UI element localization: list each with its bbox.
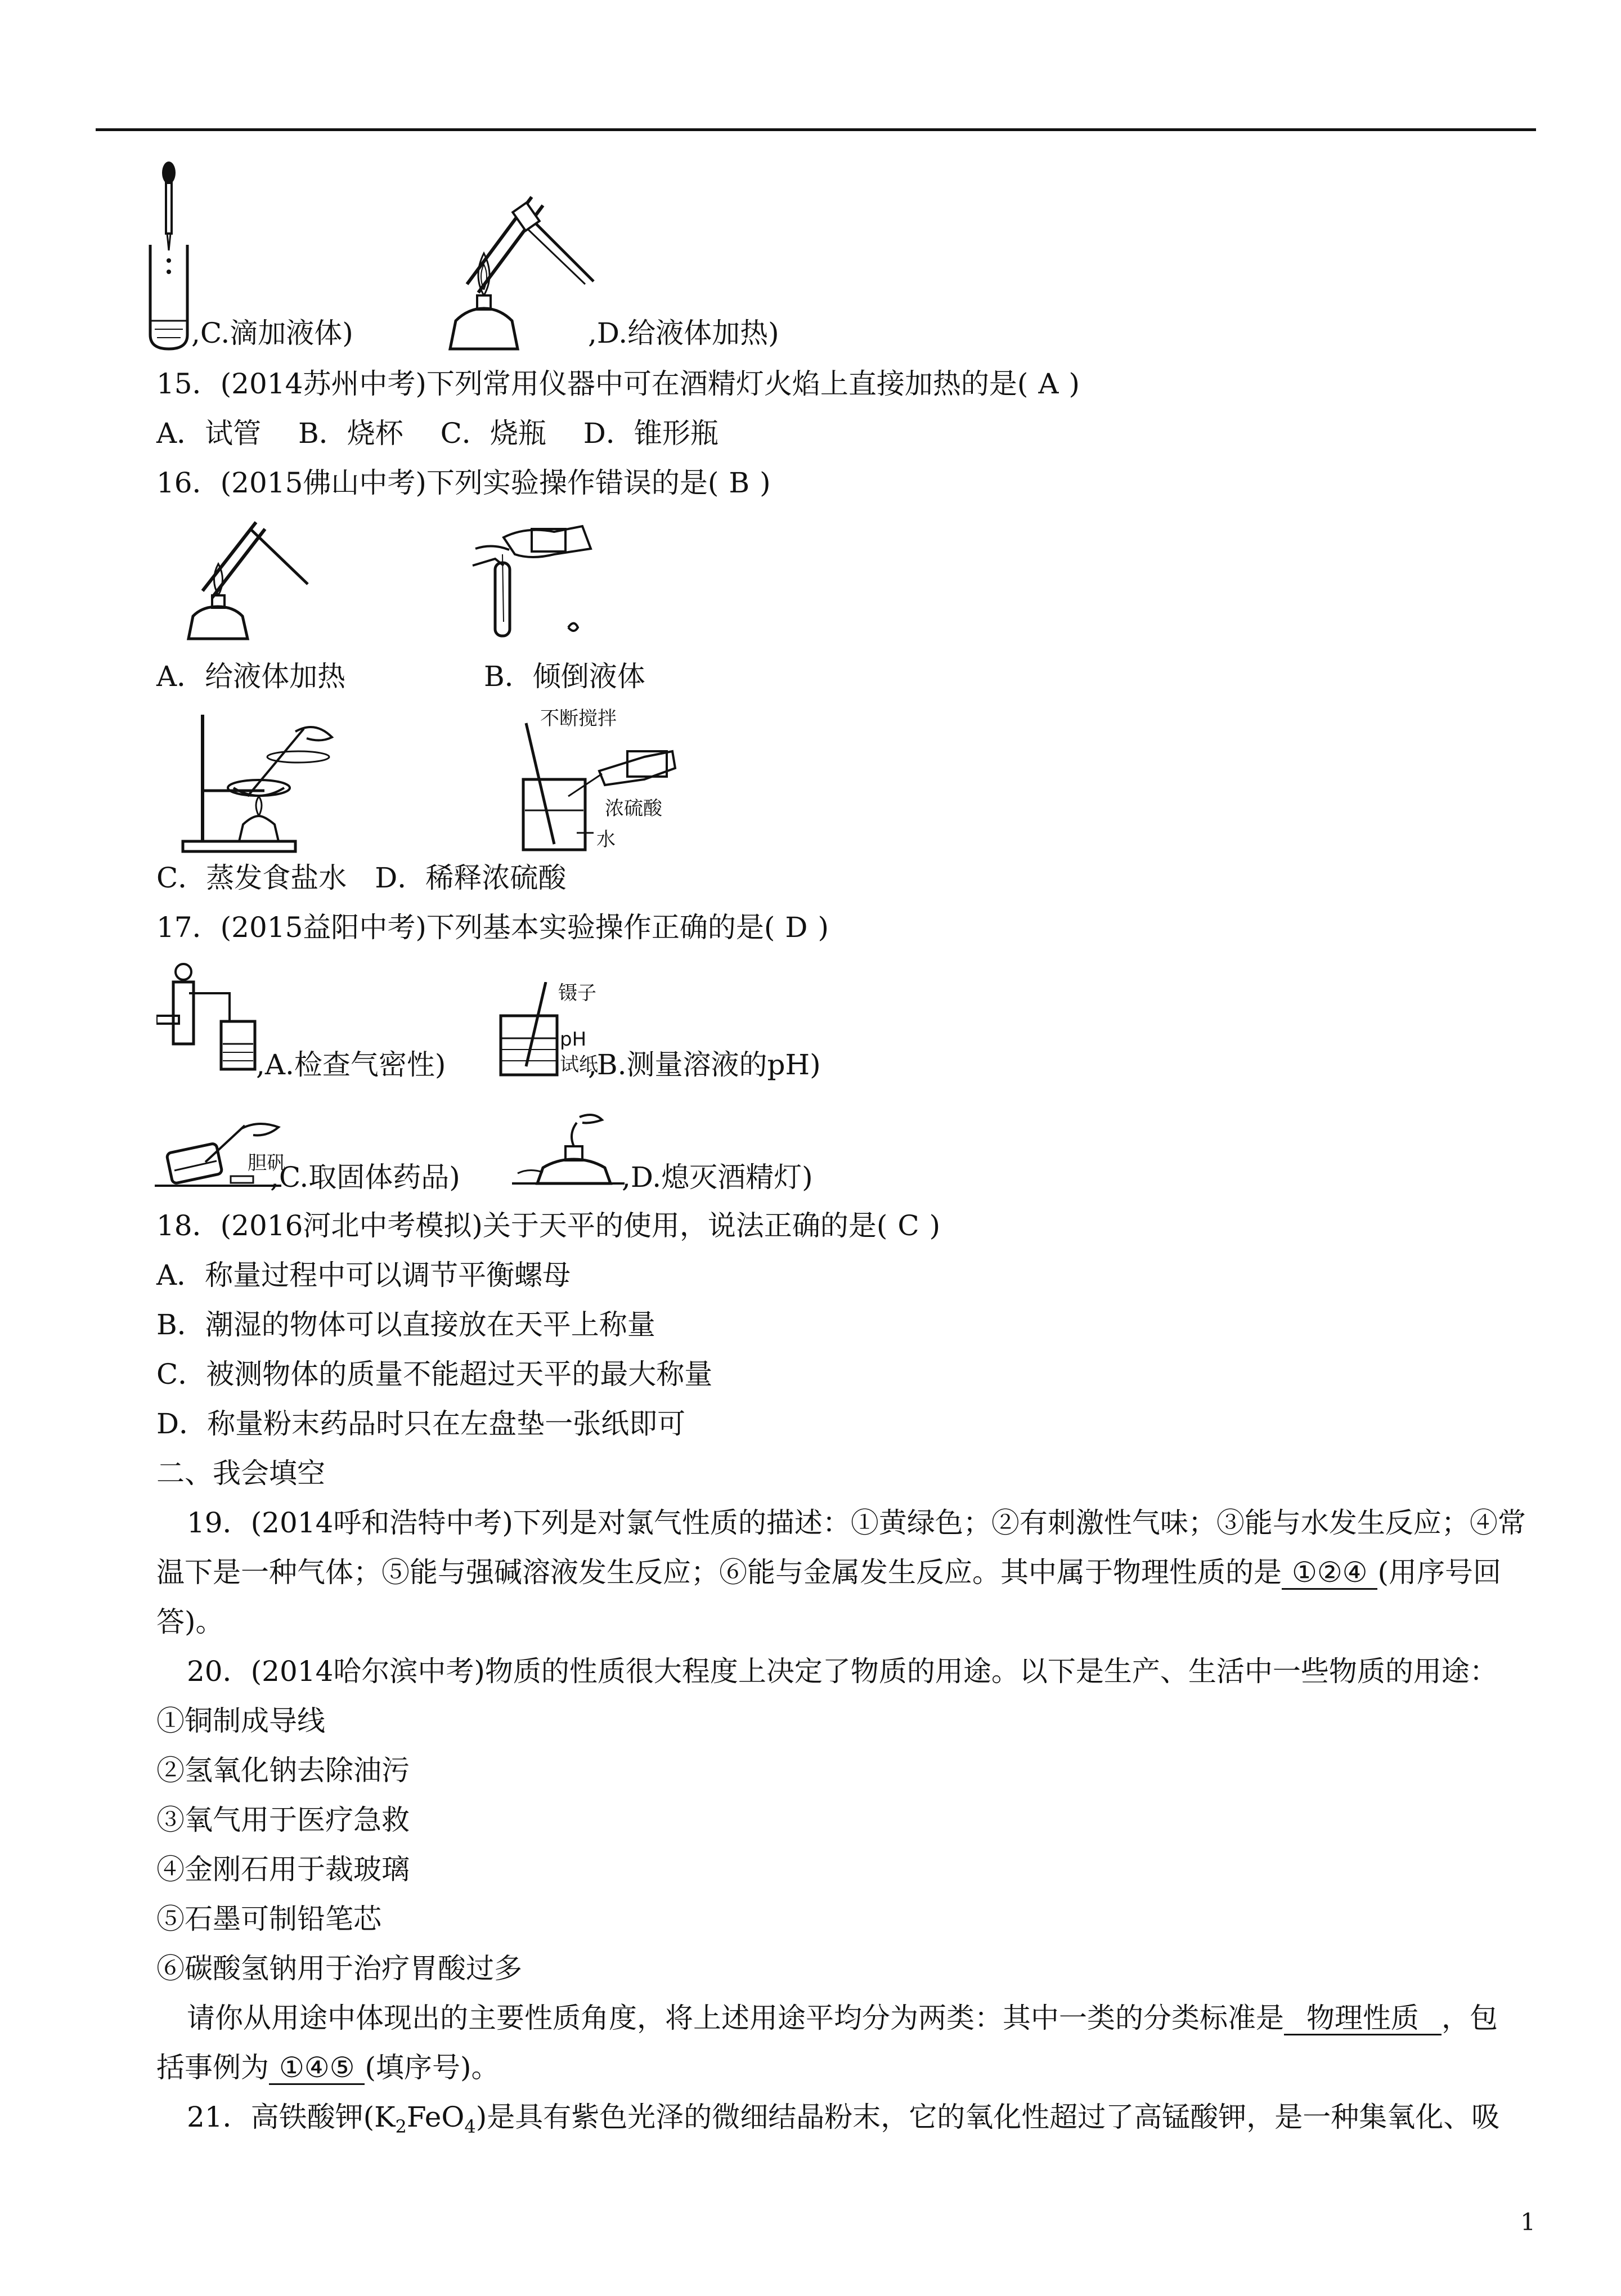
label-acid: 浓硫酸 xyxy=(605,797,662,820)
q15-number: 15． xyxy=(156,367,221,400)
q14-option-d: ,D.给液体加热) xyxy=(588,317,779,349)
q19-line1: 19．(2014呼和浩特中考)下列是对氯气性质的描述：①黄绿色；②有刺激性气味；③能与水发生反应；④常 xyxy=(187,1506,1526,1539)
q19-line2-tail: (用序号回 xyxy=(1377,1556,1501,1589)
q17-option-a: ,A.检查气密性) xyxy=(256,1048,446,1081)
heating-liquid-figure-q14 xyxy=(433,186,602,355)
q20-question-line2 xyxy=(156,2050,500,2086)
q16-stem xyxy=(156,465,771,501)
airtightness-figure xyxy=(156,959,269,1072)
q20-question-line1 xyxy=(187,2000,1498,2036)
q18-answer: C xyxy=(897,1209,919,1242)
q15-options: A．试管 B．烧杯 C．烧瓶 D．锥形瓶 xyxy=(156,417,719,450)
q16-text: (2015佛山中考)下列实验操作错误的是( xyxy=(220,467,719,499)
q20-q2-tail: (填序号)。 xyxy=(365,2051,500,2084)
q17-close: ) xyxy=(818,911,829,944)
q18-option-a: A．称量过程中可以调节平衡螺母 xyxy=(156,1259,571,1292)
diluting-acid-figure xyxy=(515,707,701,853)
page-number: 1 xyxy=(1520,2208,1535,2236)
q17-number: 17． xyxy=(156,911,221,944)
q18-close: ) xyxy=(929,1209,941,1242)
q20-use-1: ①铜制成导线 xyxy=(156,1705,325,1737)
q17-answer: D xyxy=(785,911,808,944)
q16-close: ) xyxy=(760,467,771,499)
q18-option-c: C．被测物体的质量不能超过天平的最大称量 xyxy=(156,1358,713,1391)
q19-line3: 答)。 xyxy=(156,1606,224,1638)
q18-option-b: B．潮湿的物体可以直接放在天平上称量 xyxy=(156,1308,655,1341)
q17-option-c: ,C.取固体药品) xyxy=(270,1161,460,1194)
q21-sub1: 2 xyxy=(395,2116,407,2137)
q20-use-4: ④金刚石用于裁玻璃 xyxy=(156,1853,410,1886)
label-ph: pH xyxy=(560,1028,587,1051)
q20-question-text: 请你从用途中体现出的主要性质角度，将上述用途平均分为两类：其中一类的分类标准是 xyxy=(187,2002,1284,2034)
pouring-liquid-figure xyxy=(470,515,605,639)
q15-answer: A xyxy=(1038,367,1059,400)
q19-answer: ①②④ xyxy=(1282,1557,1377,1590)
q21-sub2: 4 xyxy=(464,2116,476,2137)
q20-q2-text: 括事例为 xyxy=(156,2051,269,2084)
q21-text-mid: FeO xyxy=(406,2101,465,2133)
evaporation-figure xyxy=(180,703,343,855)
label-stir: 不断搅拌 xyxy=(540,707,617,730)
label-vitriol: 胆矾 xyxy=(248,1152,286,1174)
q15-close: ) xyxy=(1068,367,1080,400)
q17-text: (2015益阳中考)下列基本实验操作正确的是( xyxy=(220,911,775,944)
q14-option-c: ,C.滴加液体) xyxy=(191,317,353,349)
ph-test-figure xyxy=(495,982,598,1078)
q21-text-pre: 21．高铁酸钾(K xyxy=(187,2101,396,2133)
q15-stem xyxy=(156,366,1080,402)
q16-number: 16． xyxy=(156,467,221,499)
q18-text: (2016河北中考模拟)关于天平的使用，说法正确的是( xyxy=(220,1209,888,1242)
q18-number: 18． xyxy=(156,1209,221,1242)
taking-solid-figure xyxy=(152,1117,287,1190)
label-water: 水 xyxy=(596,828,616,851)
q17-option-d: ,D.熄灭酒精灯) xyxy=(622,1161,813,1194)
section-heading: 二、我会填空 xyxy=(156,1457,325,1490)
q20-use-5: ⑤石墨可制铅笔芯 xyxy=(156,1903,381,1935)
q21-line1 xyxy=(187,2099,1499,2145)
q20-use-6: ⑥碳酸氢钠用于治疗胃酸过多 xyxy=(156,1952,522,1985)
q20-use-2: ②氢氧化钠去除油污 xyxy=(156,1754,410,1787)
q21-text-post: )是具有紫色光泽的微细结晶粉末，它的氧化性超过了高锰酸钾，是一种集氧化、吸 xyxy=(475,2101,1500,2133)
q16-answer: B xyxy=(729,467,750,499)
q19-line2-text: 温下是一种气体；⑤能与强碱溶液发生反应；⑥能与金属发生反应。其中属于物理性质的是 xyxy=(156,1556,1282,1589)
q17-option-b: ,B.测量溶液的pH) xyxy=(588,1048,821,1081)
q17-stem xyxy=(156,909,829,945)
header-rule xyxy=(96,128,1536,131)
q15-text: (2014苏州中考)下列常用仪器中可在酒精灯火焰上直接加热的是( xyxy=(220,367,1029,400)
q19-line2 xyxy=(156,1554,1501,1590)
q20-answer-1: 物理性质 xyxy=(1284,2002,1442,2035)
q16-option-b: B．倾倒液体 xyxy=(484,660,645,693)
q16-option-cd: C．蒸发食盐水 D．稀释浓硫酸 xyxy=(156,862,567,894)
q20-answer-2: ①④⑤ xyxy=(269,2052,365,2085)
extinguish-lamp-figure xyxy=(512,1111,630,1190)
q18-option-d: D．称量粉末药品时只在左盘垫一张纸即可 xyxy=(156,1407,686,1440)
q20-question-tail: ，包 xyxy=(1442,2002,1498,2034)
q20-line1: 20．(2014哈尔滨中考)物质的性质很大程度上决定了物质的用途。以下是生产、生活中一些物质的用途： xyxy=(187,1655,1498,1688)
dropper-test-tube-figure xyxy=(143,160,194,352)
label-tweezers: 镊子 xyxy=(558,982,596,1004)
label-test-paper: 试纸 xyxy=(560,1053,598,1076)
q20-use-3: ③氧气用于医疗急救 xyxy=(156,1804,410,1836)
q18-stem xyxy=(156,1208,940,1244)
q16-option-a: A．给液体加热 xyxy=(156,660,346,693)
heating-liquid-figure-q16 xyxy=(177,512,312,642)
